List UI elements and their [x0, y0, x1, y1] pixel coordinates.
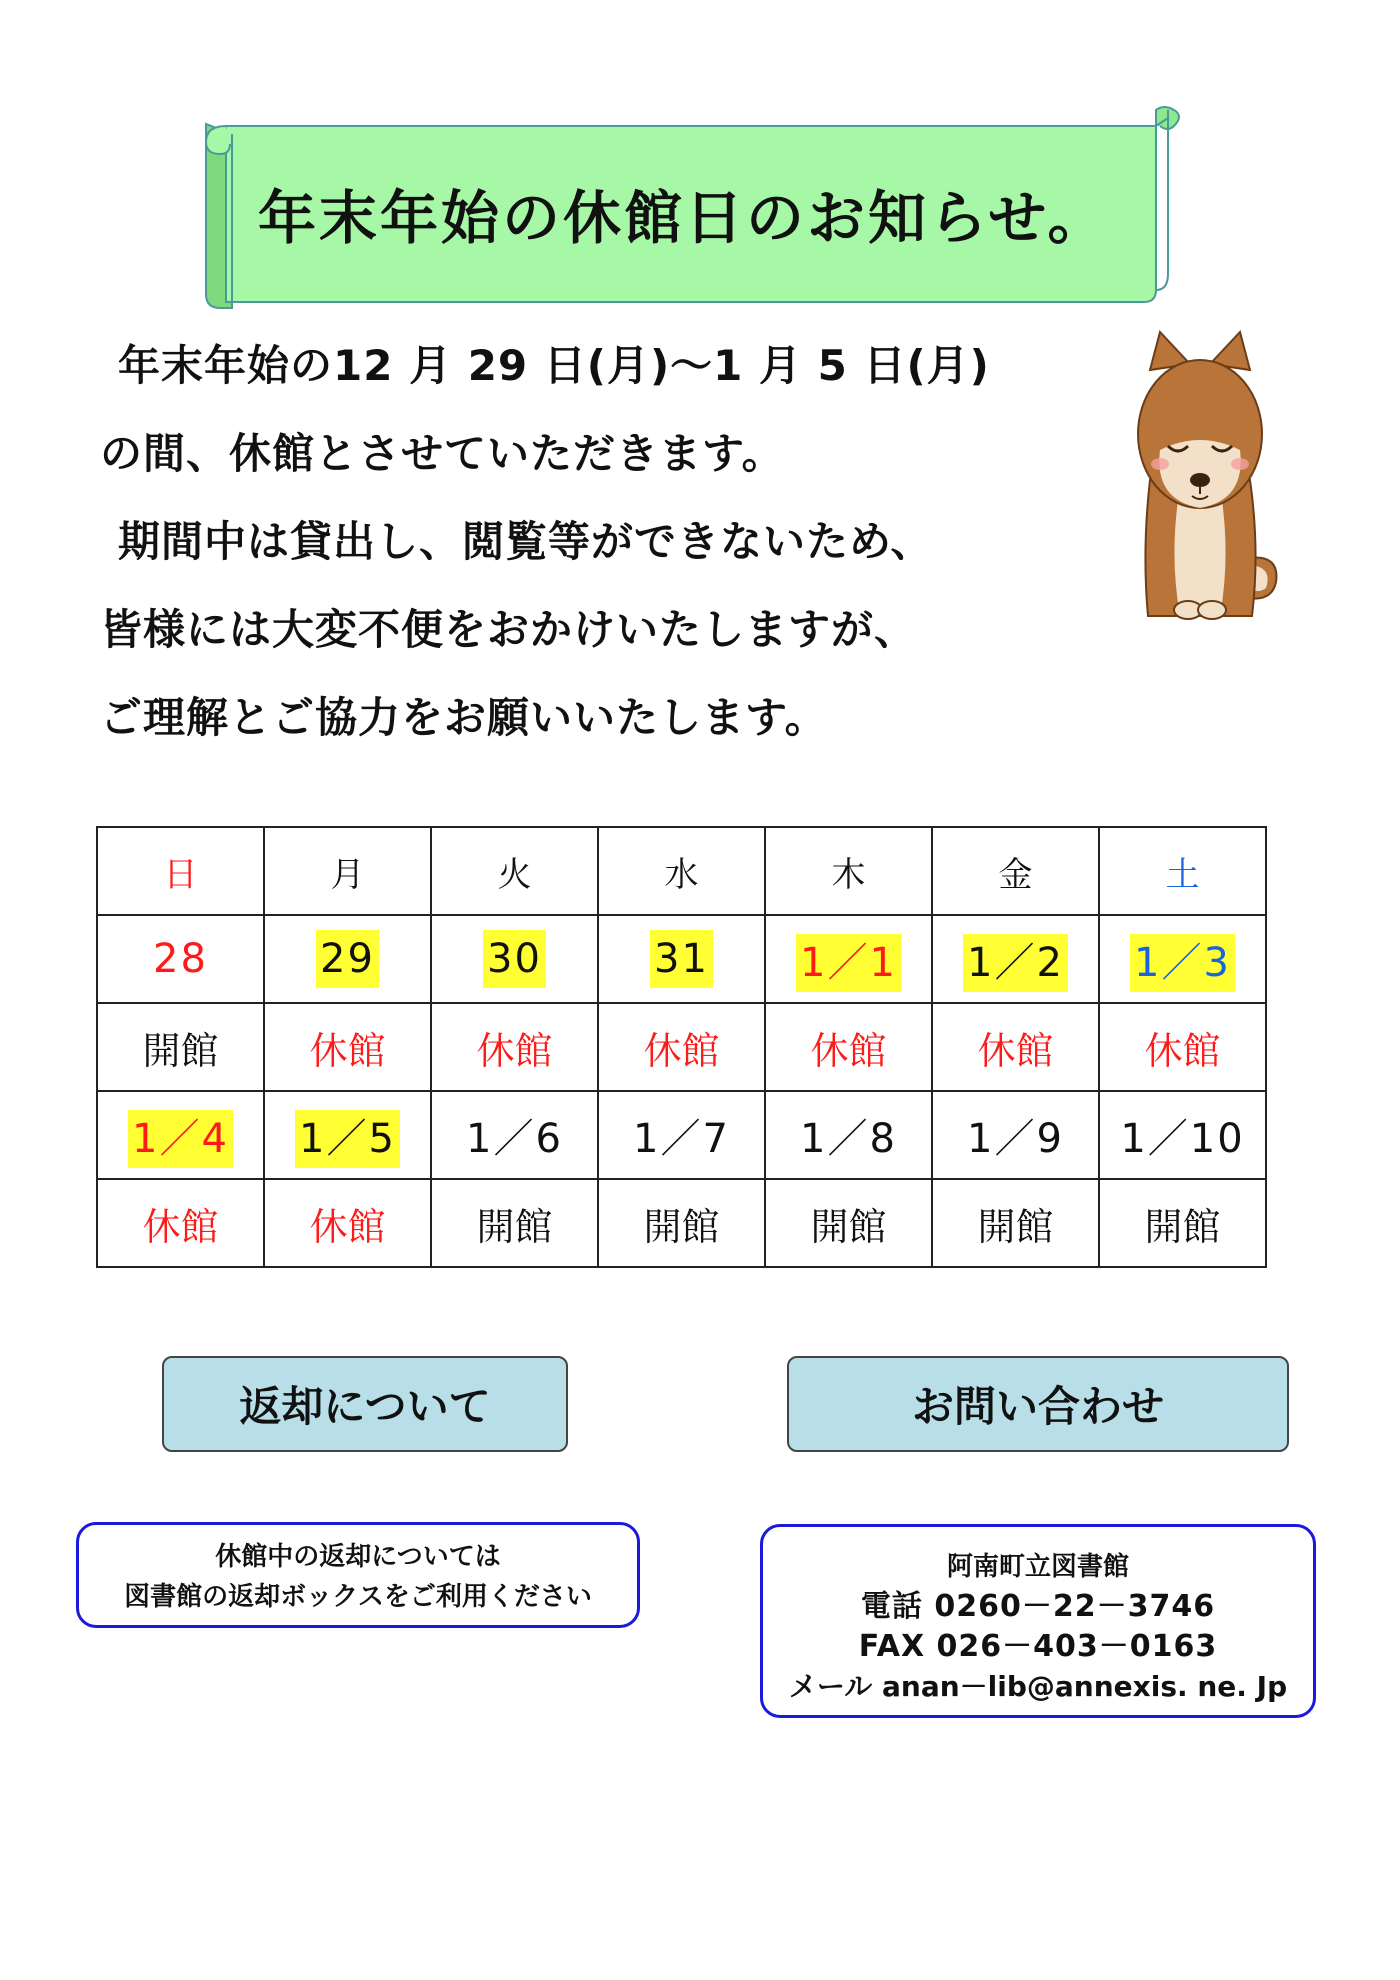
status-closed: 休館	[264, 1003, 431, 1091]
notice-line: ご理解とご協力をお願いいたします。	[100, 693, 828, 742]
date-label: 30	[483, 930, 546, 988]
date-label: 1／1	[796, 934, 901, 992]
date-label: 1／7	[598, 1091, 765, 1179]
date-cell	[264, 915, 431, 1003]
email-address: メール anan－lib@annexis. ne. Jp	[788, 1670, 1288, 1703]
date-label: 1／6	[431, 1091, 598, 1179]
date-label: 31	[650, 930, 713, 988]
weekday-wednesday: 水	[598, 827, 765, 915]
status-closed: 休館	[97, 1179, 264, 1267]
date-label: 1／2	[963, 934, 1068, 992]
weekday-tuesday: 火	[431, 827, 598, 915]
weekday-header-row	[97, 827, 1266, 915]
return-info-line: 図書館の返却ボックスをご利用ください	[124, 1582, 592, 1612]
week-2-dates	[97, 1091, 1266, 1179]
date-label: 1／8	[765, 1091, 932, 1179]
date-cell	[97, 915, 264, 1003]
weekday-friday: 金	[932, 827, 1099, 915]
phone-number: 電話 0260－22－3746	[860, 1589, 1216, 1624]
contact-button[interactable]: お問い合わせ	[787, 1356, 1289, 1452]
holiday-calendar	[96, 826, 1267, 1268]
return-info-line: 休館中の返却については	[215, 1542, 501, 1572]
status-closed: 休館	[264, 1179, 431, 1267]
date-label: 29	[316, 930, 379, 988]
date-cell	[431, 915, 598, 1003]
notice-line: 年末年始の12 月 29 日(月)～1 月 5 日(月)	[118, 341, 990, 390]
status-closed: 休館	[765, 1003, 932, 1091]
date-label: 1／5	[295, 1110, 400, 1168]
weekday-saturday: 土	[1099, 827, 1266, 915]
week-2-status	[97, 1179, 1266, 1267]
return-info-button[interactable]: 返却について	[162, 1356, 568, 1452]
date-cell	[1099, 915, 1266, 1003]
week-1-status	[97, 1003, 1266, 1091]
fax-number: FAX 026－403－0163	[858, 1629, 1218, 1664]
week-1-dates	[97, 915, 1266, 1003]
date-cell	[598, 915, 765, 1003]
title-banner	[198, 104, 1208, 310]
date-cell	[97, 1091, 264, 1179]
status-open: 開館	[97, 1003, 264, 1091]
library-name: 阿南町立図書館	[946, 1552, 1129, 1582]
date-cell	[765, 915, 932, 1003]
status-open: 開館	[431, 1179, 598, 1267]
notice-line: 皆様には大変不便をおかけいたしますが、	[100, 605, 918, 654]
date-label: 1／10	[1099, 1091, 1266, 1179]
status-open: 開館	[932, 1179, 1099, 1267]
date-label: 1／4	[128, 1110, 233, 1168]
weekday-monday: 月	[264, 827, 431, 915]
weekday-thursday: 木	[765, 827, 932, 915]
notice-line: の間、休館とさせていただきます。	[100, 429, 785, 478]
date-cell	[932, 915, 1099, 1003]
status-closed: 休館	[932, 1003, 1099, 1091]
contact-info-box	[760, 1524, 1316, 1718]
page-title: 年末年始の休館日のお知らせ。	[258, 184, 1109, 252]
status-open: 開館	[598, 1179, 765, 1267]
weekday-sunday: 日	[97, 827, 264, 915]
return-info-box	[76, 1522, 640, 1628]
status-closed: 休館	[431, 1003, 598, 1091]
status-closed: 休館	[598, 1003, 765, 1091]
notice-text	[100, 322, 1060, 762]
shiba-dog-bowing-icon	[1120, 330, 1280, 630]
status-closed: 休館	[1099, 1003, 1266, 1091]
notice-line: 期間中は貸出し、閲覧等ができないため、	[118, 517, 934, 566]
status-open: 開館	[765, 1179, 932, 1267]
status-open: 開館	[1099, 1179, 1266, 1267]
date-label: 1／3	[1130, 934, 1235, 992]
date-cell	[264, 1091, 431, 1179]
date-label: 28	[153, 936, 208, 982]
date-label: 1／9	[932, 1091, 1099, 1179]
